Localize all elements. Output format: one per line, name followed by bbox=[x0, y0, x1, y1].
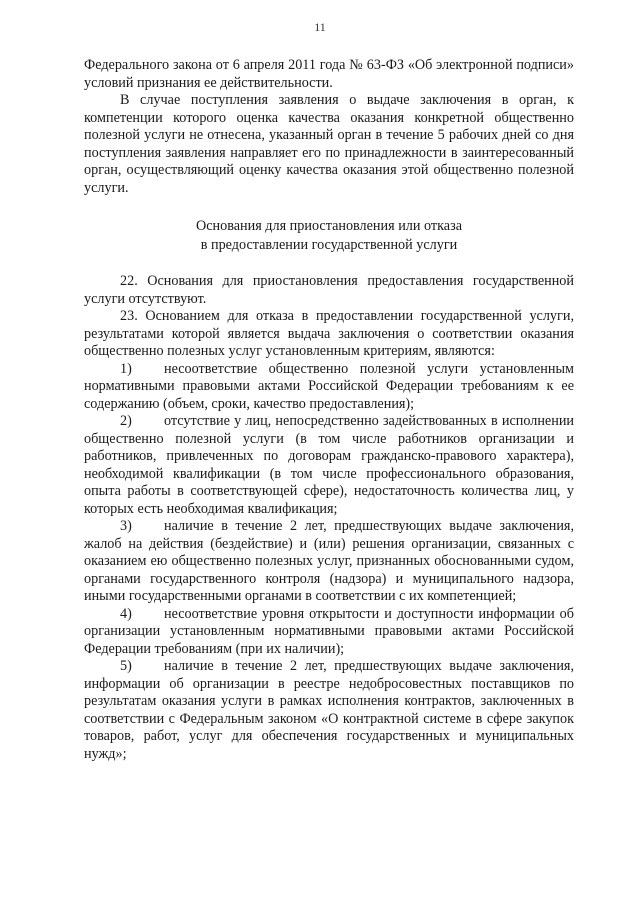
list-item-5 bbox=[84, 658, 574, 763]
list-item-number: 4) bbox=[120, 605, 132, 622]
section-heading-line-1: Основания для приостановления или отказа bbox=[196, 218, 462, 234]
clause-23: 23. Основанием для отказа в предоставлении государственной услуги, результатами которой является выдача заключения о соответствии оказания общественно полезных услуг установленным критериям, являются: bbox=[84, 308, 574, 359]
list-item-1 bbox=[84, 361, 574, 414]
list-item-text: наличие в течение 2 лет, предшествующих выдаче заключения, информации об организации в реестре недобросовестных поставщиков по результатам оказания услуги в рамках исполнения контрактов, заключенных в соответствии с Федеральным законом «О контрактной системе в сфере закупок товаров, работ, услуг для обеспечения государственных и муниципальных нужд»; bbox=[84, 658, 574, 762]
intro-paragraph-2: В случае поступления заявления о выдаче заключения в орган, к компетенции которого оценка качества оказания конкретной общественно полезной услуги не отнесена, указанный орган в течение 5 рабочих дней со дня поступления заявления направляет его по принадлежности в заинтересованный орган, осуществляющий оценку качества оказания этой общественно полезной услуги. bbox=[84, 92, 574, 196]
spacer bbox=[84, 255, 574, 273]
clause-22: 22. Основания для приостановления предоставления государственной услуги отсутствуют. bbox=[84, 273, 574, 307]
list-item-number: 1) bbox=[120, 360, 132, 377]
list-item-text: несоответствие общественно полезной услуги установленным нормативными правовыми актами Российской Федерации требованиям к ее содержанию (объем, сроки, качество предоставления); bbox=[84, 360, 574, 412]
list-item-number: 5) bbox=[120, 658, 132, 674]
list-item-text: наличие в течение 2 лет, предшествующих выдаче заключения, жалоб на действия (бездействие) и (или) решения организации, связанных с оказанием ею общественно полезных услуг, признанных обоснованными судом, органами государственного контроля (надзора) и муниципального надзора, иными государственными органами в соответствии с их компетенцией; bbox=[84, 518, 574, 604]
section-heading-line-2: в предоставлении государственной услуги bbox=[200, 237, 458, 253]
spacer bbox=[84, 197, 574, 217]
list-item-4 bbox=[84, 606, 574, 659]
list-item-2 bbox=[84, 413, 574, 518]
page-number: 11 bbox=[314, 20, 326, 34]
page-content bbox=[84, 57, 574, 763]
list-item-text: несоответствие уровня открытости и доступности информации об организации установленным нормативными правовыми актами Российской Федерации требованиям (при их наличии); bbox=[84, 605, 574, 657]
intro-paragraph-1: Федерального закона от 6 апреля 2011 года № 63-ФЗ «Об электронной подписи» условий признания ее действительности. bbox=[84, 57, 574, 91]
list-item-number: 3) bbox=[120, 518, 132, 534]
list-item-number: 2) bbox=[120, 413, 132, 429]
list-item-text: отсутствие у лиц, непосредственно задействованных в исполнении общественно полезной услуги (в том числе работников организации и работников, привлеченных по договорам гражданско-правового характера), необходимой квалификации (в том числе профессионального образования, опыта работы в соответствующей сфере), недостаточность количества лиц, у которых есть необходимая квалификация; bbox=[84, 413, 574, 517]
list-item-3 bbox=[84, 518, 574, 606]
